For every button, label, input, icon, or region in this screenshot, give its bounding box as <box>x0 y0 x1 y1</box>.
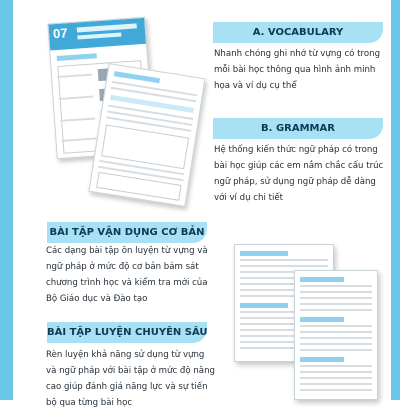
exercise-heading-bar <box>240 303 288 308</box>
grammar-heading: B. GRAMMAR <box>213 118 383 139</box>
text-line <box>300 285 372 287</box>
text-line <box>300 383 372 385</box>
advanced-practice-description: Rèn luyện khả năng sử dụng từ vựng và ngữ pháp với bài tập ở mức độ nâng cao giúp đánh giá năng lực và sự tiến bộ qua từng bài học <box>46 350 215 408</box>
text-line <box>240 259 328 261</box>
text-line <box>300 349 372 351</box>
advanced-practice-heading: BÀI TẬP LUYỆN CHUYÊN SÂU <box>47 322 207 343</box>
unit-banner <box>48 18 146 51</box>
text-line <box>300 371 372 373</box>
unit-subtitle-bar <box>77 32 121 39</box>
text-line <box>300 297 372 299</box>
text-line <box>300 365 372 367</box>
text-line <box>300 331 372 333</box>
basic-practice-heading: BÀI TẬP VẬN DỤNG CƠ BẢN <box>47 222 207 243</box>
basic-practice-description: Các dạng bài tập ôn luyện từ vựng và ngữ pháp ở mức độ cơ bản bám sát chương trình học và kiểm tra mới của Bộ Giáo dục và Đào tạo <box>46 246 208 304</box>
section-heading-bar <box>57 53 97 61</box>
left-accent-bar <box>0 0 13 400</box>
advanced-practice-page-preview <box>294 270 378 400</box>
text-line <box>300 343 372 345</box>
exercise-heading-bar <box>300 317 344 322</box>
unit-title-bar <box>77 23 137 32</box>
text-line <box>300 389 372 391</box>
text-line <box>300 291 372 293</box>
text-line <box>300 303 372 305</box>
text-line <box>300 377 372 379</box>
exercise-heading-bar <box>300 357 344 362</box>
text-line <box>240 265 328 267</box>
exercise-heading-bar <box>240 251 288 256</box>
grammar-page-preview <box>88 63 205 207</box>
unit-number: 07 <box>52 25 69 42</box>
text-line <box>300 309 372 311</box>
text-line <box>300 325 372 327</box>
grammar-description: Hệ thống kiến thức ngữ pháp có trong bài học giúp các em nắm chắc cấu trúc ngữ pháp, sử dụng ngữ pháp dễ dàng với ví dụ chi tiết <box>214 145 384 203</box>
vocabulary-description: Nhanh chóng ghi nhớ từ vựng có trong mỗi bài học thông qua hình ảnh minh họa và ví dụ cụ thể <box>214 49 381 91</box>
vocabulary-heading: A. VOCABULARY <box>213 22 383 43</box>
exercise-heading-bar <box>300 277 344 282</box>
right-accent-bar <box>391 0 400 400</box>
text-line <box>300 337 372 339</box>
